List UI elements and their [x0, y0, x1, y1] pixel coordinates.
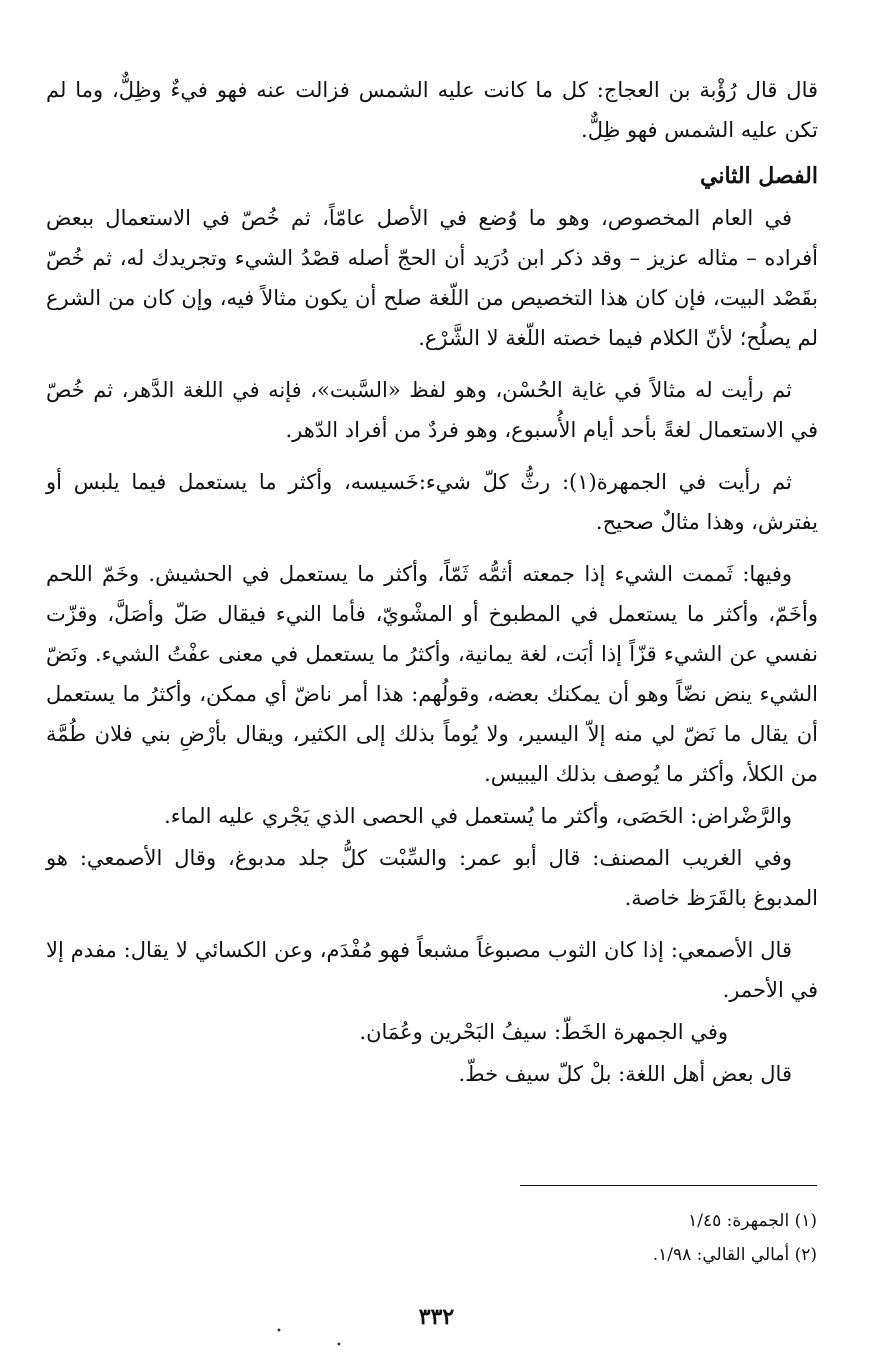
scan-speck: •	[276, 1326, 282, 1337]
paragraph-sayf: قال بعض أهل اللغة: بلْ كلّ سيف خطّ.	[458, 1062, 792, 1086]
paragraph-khatt: وفي الجمهرة الخَطّ: سيفُ البَحْرين وعُمَان.	[359, 1020, 728, 1044]
scan-speck: •	[336, 1340, 342, 1351]
page-body	[46, 70, 818, 1094]
paragraph-sabt: ثم رأيت له مثالاً في غاية الحُسْن، وهو لفظ «السَّبت»، فإنه في اللغة الدَّهر، ثم خُصّ في الاستعمال لغةً بأحد أيام الأُسبوع، وهو فردٌ من أفراد الدّهر.	[46, 378, 818, 442]
footnote-divider	[520, 1185, 817, 1186]
paragraph-general-specific: في العام المخصوص، وهو ما وُضع في الأصل عامّاً، ثم خُصّ في الاستعمال ببعض أفراده – مثاله عزيز – وقد ذكر ابن دُرَيد أن الحجّ أصله قصْدُ الشيء وتجريدك له، ثم خُصّ بقَصْد البيت، فإن كان هذا التخصيص من اللّغة صلح أن يكون مثالاً فيه، وإن كان من الشرع لم يصلُح؛ لأنّ الكلام فيما خصته اللّغة لا الشَّرْع.	[46, 206, 818, 350]
page-number: ٣٣٢	[418, 1304, 455, 1330]
paragraph-gharib: وفي الغريب المصنف: قال أبو عمر: والسِّبْت كلُّ جلد مدبوغ، وقال الأصمعي: هو المدبوغ بالقَرَظ خاصة.	[46, 846, 818, 910]
paragraph-examples: وفيها: ثَممت الشيء إذا جمعته أثمُّه ثَمّاً، وأكثر ما يستعمل في الحشيش. وخَمّ اللحم وأخَمّ، وأكثر ما يستعمل في المطبوخ أو المشْويّ، فأما النيء فيقال صَلّ وأصَلَّ، وقزّت نفسي عن الشيء قزّاً إذا أبَت، لغة يمانية، وأكثرُ ما يستعمل في معنى عفْتُ الشيء. ونَضّ الشيء ينض نضّاً وهو أن يمكنك بعضه، وقولُهم: هذا أمر ناضّ أي ممكن، وأكثرُ ما يستعمل أن يقال ما نَضّ لي منه إلاّ اليسير، ولا يُوماً بذلك إلى الكثير، ويقال بأرْضِ بني فلان طُمَّة من الكلأ، وأكثر ما يُوصف بذلك اليبيس.	[46, 562, 818, 786]
paragraph-asmai: قال الأصمعي: إذا كان الثوب مصبوغاً مشبعاً فهو مُفْدَم، وعن الكسائي لا يقال: مفدم إلا في الأحمر.	[46, 938, 818, 1002]
intro-paragraph: قال قال رُؤْبة بن العجاج: كل ما كانت عليه الشمس فزالت عنه فهو فيءٌ وظِلٌّ، وما لم تكن عليه الشمس فهو ظِلٌّ.	[46, 78, 818, 142]
footnotes	[520, 1204, 817, 1272]
footnote-1: (١) الجمهرة: ١/٤٥	[688, 1211, 817, 1231]
paragraph-radrad: والرَّضْراض: الحَصَى، وأكثر ما يُستعمل في الحصى الذي يَجْري عليه الماء.	[164, 804, 792, 828]
section-heading: الفصل الثاني	[700, 163, 818, 189]
paragraph-jamhara: ثم رأيت في الجمهرة(١): رثُّ كلّ شيء:خَسيسه، وأكثر ما يستعمل فيما يلبس أو يفترش، وهذا مثالٌ صحيح.	[46, 470, 818, 534]
footnote-2: (٢) أمالي القالي: ١/٩٨.	[652, 1245, 817, 1265]
